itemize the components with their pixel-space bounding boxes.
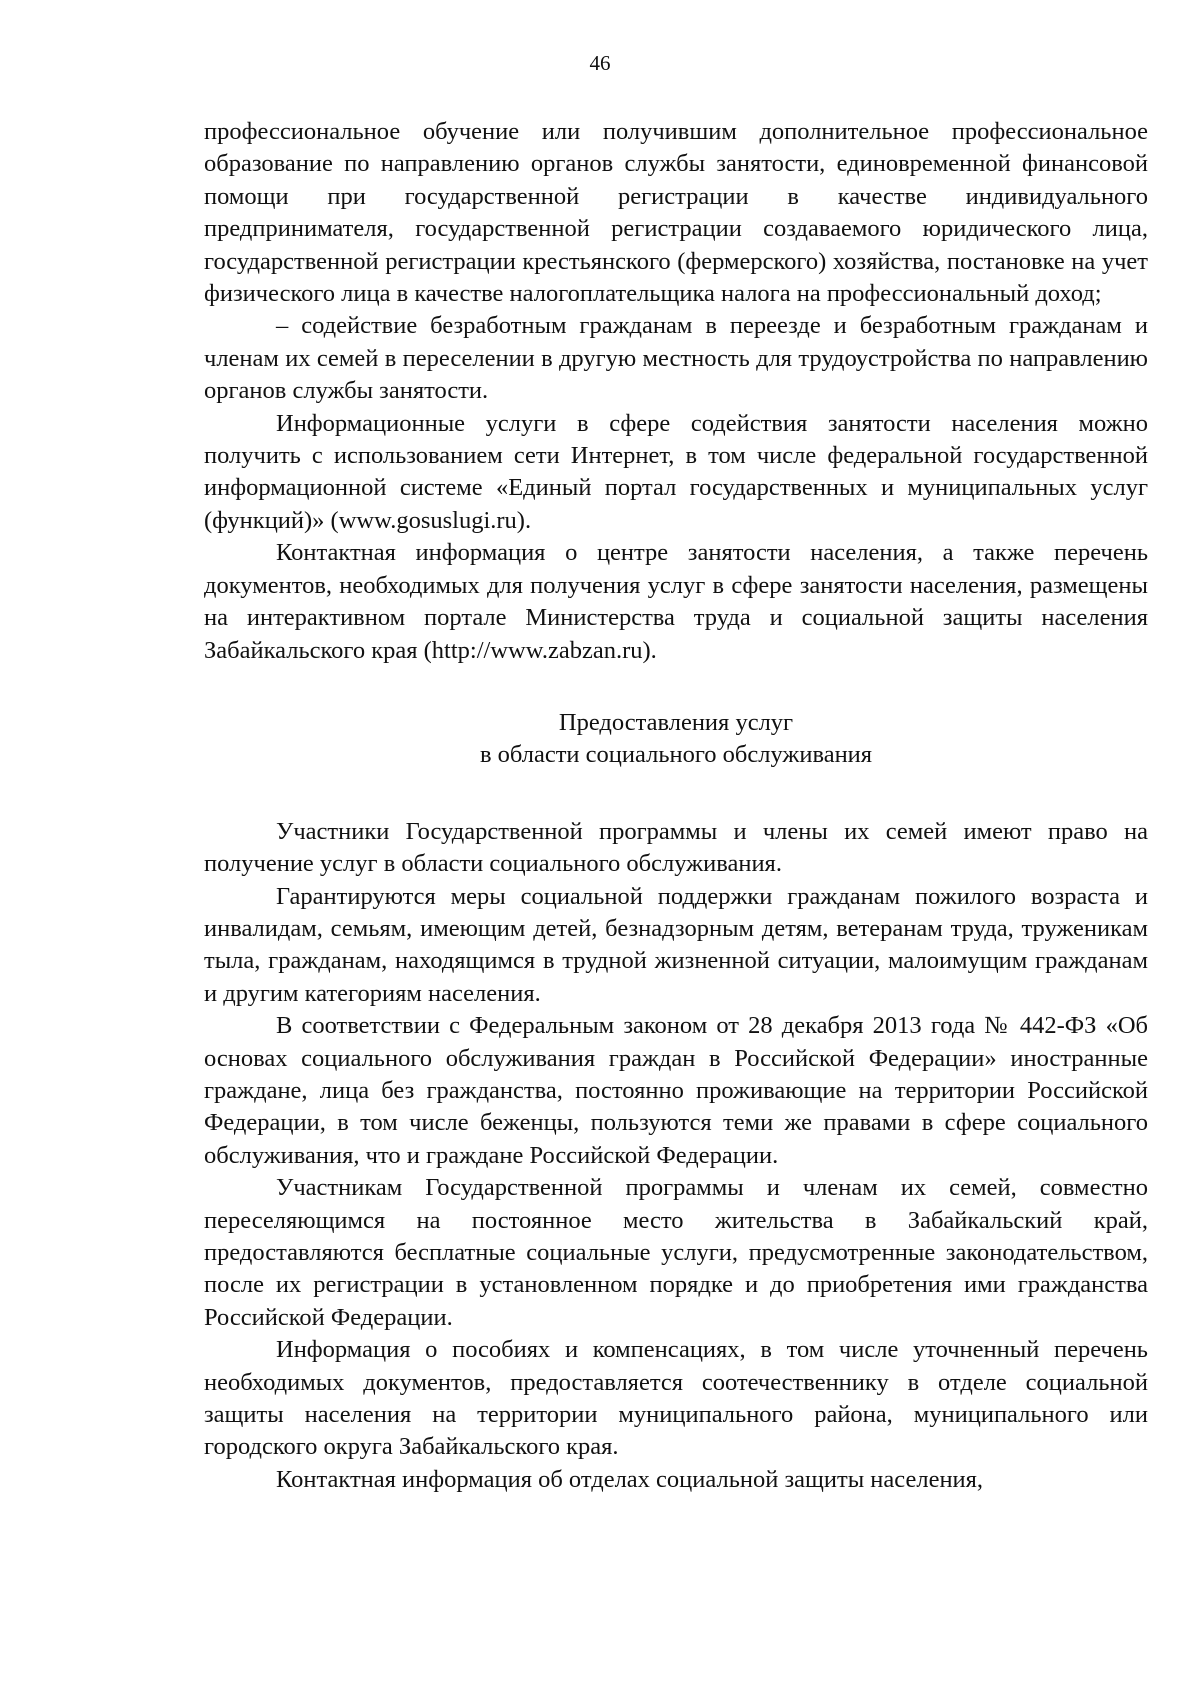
paragraph-information-services: Информационные услуги в сфере содействия занятости населения можно получить с использованием сети Интернет, в том числе федеральной государственной информационной системе «Единый портал государственных и муниципальных услуг (функций)» (www.gosuslugi.ru). <box>204 409 1148 534</box>
paragraph-contact-information: Контактная информация о центре занятости населения, а также перечень документов, необходимых для получения услуг в сфере занятости населения, размещены на интерактивном портале Министерства труда и социальной защиты населения Забайкальского края (http://www.zabzan.ru). <box>204 539 1148 664</box>
section-heading-line-2: в области социального обслуживания <box>479 741 873 769</box>
list-item-relocation-assistance: – содействие безработным гражданам в переезде и безработным гражданам и членам их семей в переселении в другую местность для трудоустройства по направлению органов службы занятости. <box>204 312 1148 405</box>
page-number: 46 <box>589 51 611 75</box>
document-body <box>204 116 1148 1496</box>
section-heading-line-1: Предоставления услуг <box>558 708 794 736</box>
paragraph-continuation: профессиональное обучение или получившим дополнительное профессиональное образование по направлению органов службы занятости, единовременной финансовой помощи при государственной регистрации в качестве индивидуального предпринимателя, государственной регистрации создаваемого юридического лица, государственной регистрации крестьянского (фермерского) хозяйства, постановке на учет физического лица в качестве налогоплательщика налога на профессиональный доход; <box>204 118 1148 308</box>
paragraph-participants-rights: Участники Государственной программы и члены их семей имеют право на получение услуг в области социального обслуживания. <box>204 817 1148 878</box>
paragraph-benefits-information: Информация о пособиях и компенсациях, в том числе уточненный перечень необходимых документов, предоставляется соотечественнику в отделе социальной защиты населения на территории муниципального района, муниципального или городского округа Забайкальского края. <box>204 1336 1148 1461</box>
paragraph-social-protection-contacts: Контактная информация об отделах социальной защиты населения, <box>276 1465 984 1493</box>
paragraph-federal-law: В соответствии с Федеральным законом от 28 декабря 2013 года № 442-ФЗ «Об основах социального обслуживания граждан в Российской Федерации» иностранные граждане, лица без гражданства, постоянно проживающие на территории Российской Федерации, в том числе беженцы, пользуются теми же правами в сфере социального обслуживания, что и граждане Российской Федерации. <box>204 1012 1148 1169</box>
section-heading <box>204 707 1148 772</box>
paragraph-support-measures: Гарантируются меры социальной поддержки гражданам пожилого возраста и инвалидам, семьям, имеющим детей, безнадзорным детям, ветеранам труда, труженикам тыла, гражданам, находящимся в трудной жизненной ситуации, малоимущим гражданам и другим категориям населения. <box>204 882 1148 1007</box>
paragraph-free-social-services: Участникам Государственной программы и членам их семей, совместно переселяющимся на постоянное место жительства в Забайкальский край, предоставляются бесплатные социальные услуги, предусмотренные законодательством, после их регистрации в установленном порядке и до приобретения ими гражданства Российской Федерации. <box>204 1174 1148 1331</box>
